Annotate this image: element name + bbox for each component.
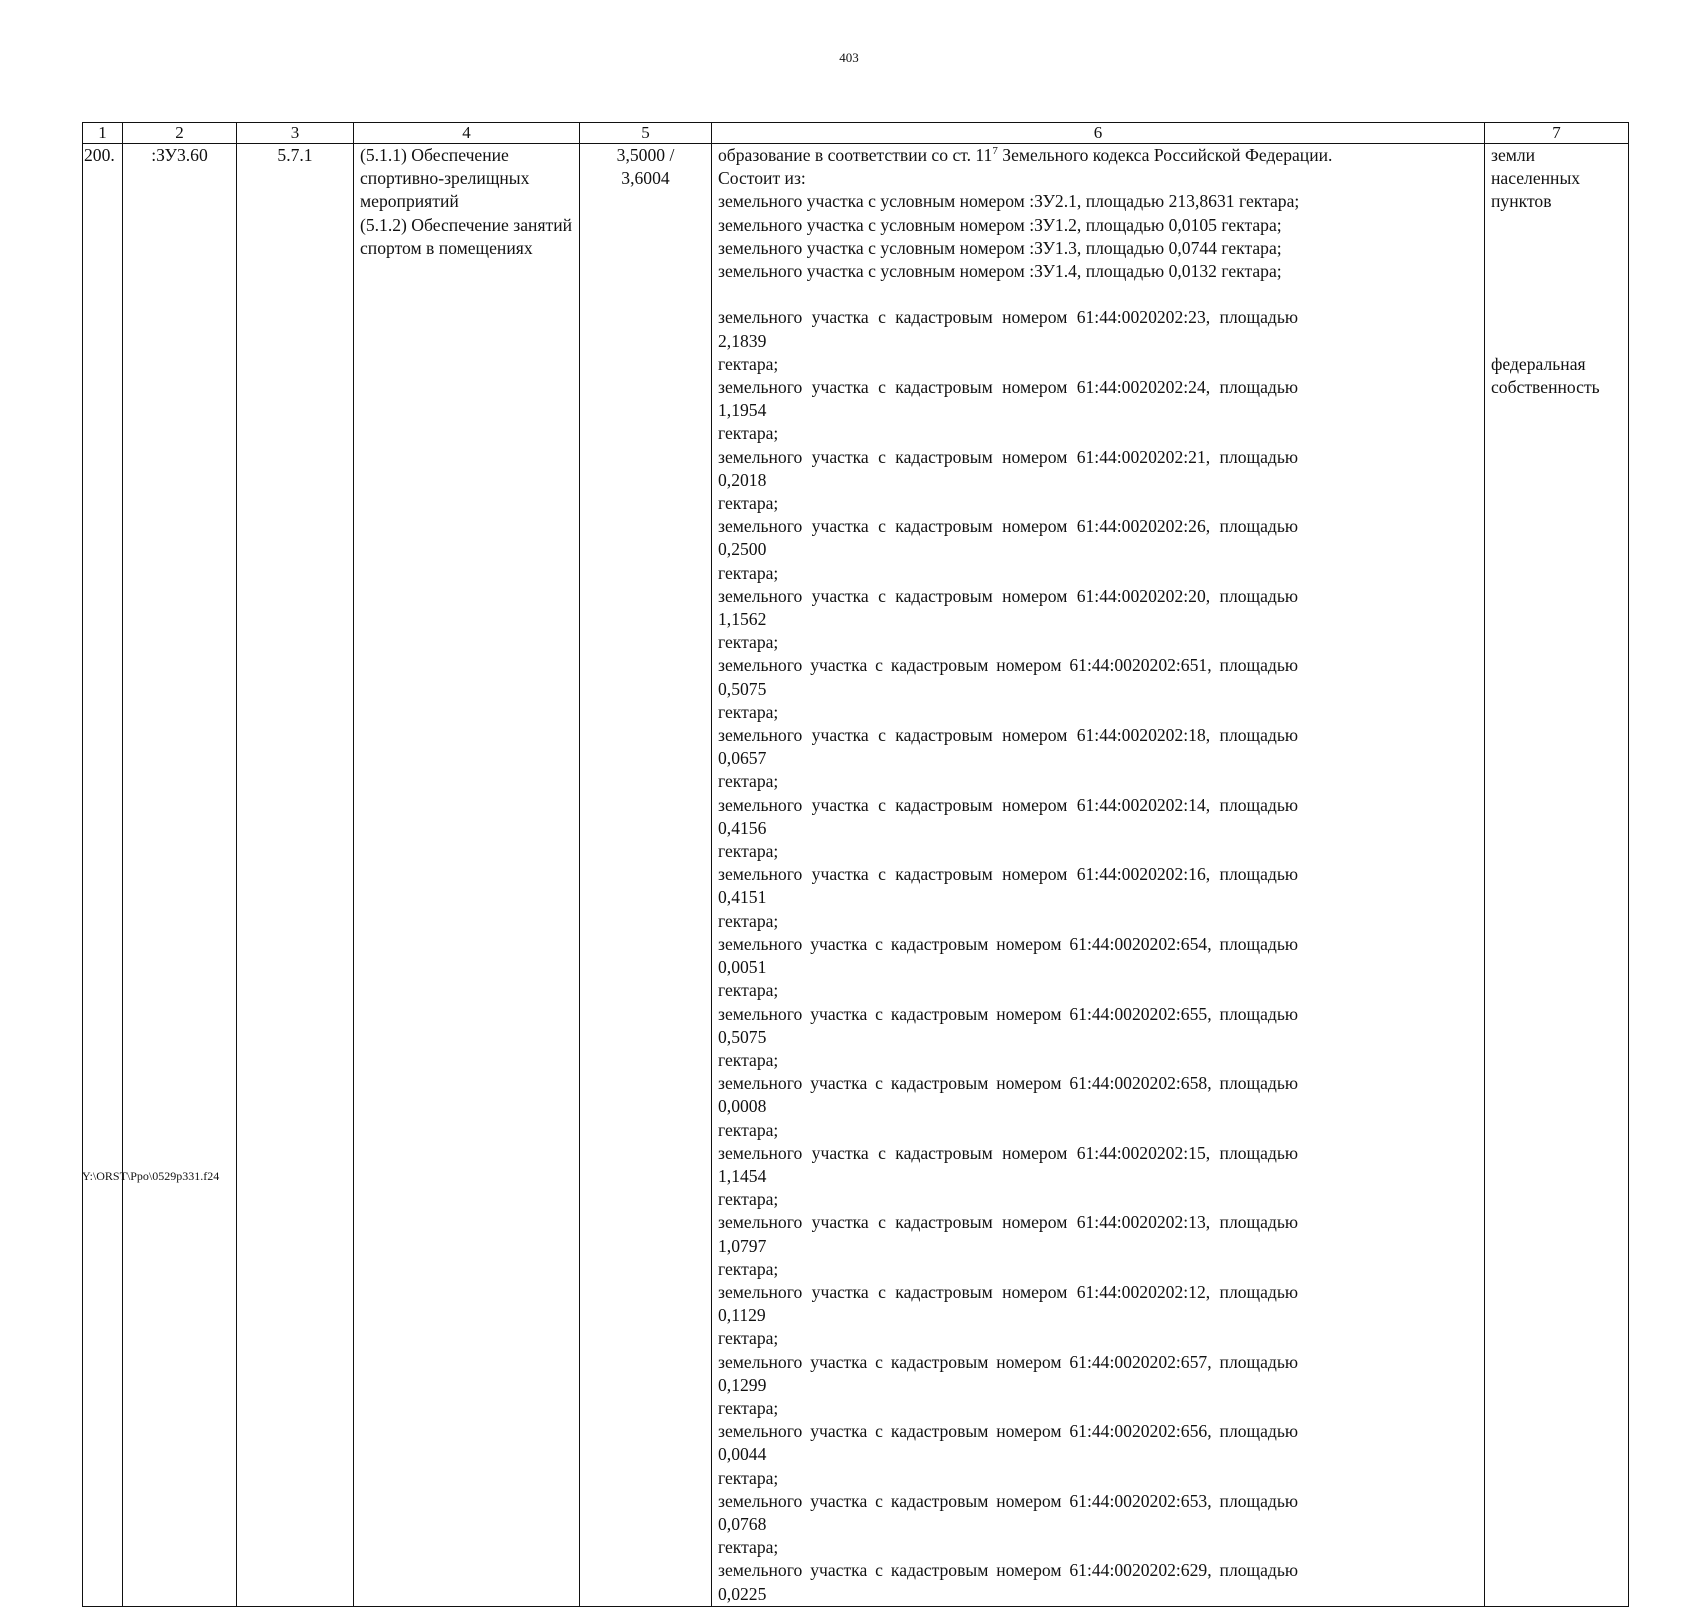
cadastral-parcel-continuation: гектара;: [718, 423, 779, 444]
cadastral-parcel-continuation: гектара;: [718, 353, 779, 374]
parcel-code: :ЗУ3.60: [123, 144, 237, 1607]
cadastral-parcel-text: земельного участка с кадастровым номером 61:44:0020202:658, площадью 0,0008: [718, 1073, 1298, 1117]
cadastral-parcel-line: [718, 1003, 1478, 1049]
spacer: [1491, 214, 1622, 353]
conditional-parcel-line: земельного участка с условным номером :ЗУ1.3, площадью 0,0744 гектара;: [718, 237, 1282, 258]
cadastral-parcel-continuation: гектара;: [718, 841, 779, 862]
land-parcel-table: [82, 122, 1629, 1607]
conditional-parcel-line: земельного участка с условным номером :ЗУ1.2, площадью 0,0105 гектара;: [718, 214, 1282, 235]
permitted-use-1: (5.1.1) Обеспечение спортивно-зрелищных мероприятий: [360, 145, 530, 212]
formation-text: образование в соответствии со ст. 11: [718, 145, 993, 165]
column-header: 7: [1485, 123, 1629, 144]
cadastral-parcel-line: [718, 794, 1478, 840]
cadastral-parcel-continuation: гектара;: [718, 1467, 779, 1488]
cadastral-parcel-line: [718, 1211, 1478, 1257]
cadastral-parcel-line: [718, 1559, 1478, 1605]
table-row: [83, 144, 1629, 1607]
cadastral-parcel-text: земельного участка с кадастровым номером 61:44:0020202:20, площадью 1,1562: [718, 585, 1298, 630]
column-header: 6: [712, 123, 1485, 144]
conditional-parcel-line: земельного участка с условным номером :ЗУ2.1, площадью 213,8631 гектара;: [718, 191, 1300, 212]
cadastral-parcel-continuation: гектара;: [718, 910, 779, 931]
cadastral-parcel-text: земельного участка с кадастровым номером 61:44:0020202:23, площадью 2,1839: [718, 307, 1298, 351]
cadastral-parcel-text: земельного участка с кадастровым номером 61:44:0020202:655, площадью 0,5075: [718, 1003, 1298, 1047]
cadastral-parcel-text: земельного участка с кадастровым номером 61:44:0020202:12, площадью 0,1129: [718, 1281, 1298, 1326]
area-cell: [580, 144, 712, 1607]
cadastral-parcel-line: [718, 1072, 1478, 1118]
cadastral-parcel-line: [718, 446, 1478, 492]
cadastral-parcel-continuation: гектара;: [718, 701, 779, 722]
cadastral-parcel-text: земельного участка с кадастровым номером 61:44:0020202:629, площадью 0,0225: [718, 1560, 1298, 1604]
column-header: 4: [354, 123, 580, 144]
column-number-row: [83, 123, 1629, 144]
conditional-parcel-list: [718, 190, 1478, 283]
ownership-form: федеральная собственность: [1491, 353, 1600, 397]
cadastral-parcel-continuation: гектара;: [718, 493, 779, 514]
cadastral-parcel-text: земельного участка с кадастровым номером 61:44:0020202:14, площадью 0,4156: [718, 794, 1298, 838]
cadastral-parcel-continuation: гектара;: [718, 1258, 779, 1279]
cadastral-parcel-continuation: гектара;: [718, 1119, 779, 1140]
cadastral-parcel-line: [718, 654, 1478, 700]
cadastral-parcel-text: земельного участка с кадастровым номером 61:44:0020202:16, площадью 0,4151: [718, 864, 1298, 908]
classifier-code: 5.7.1: [237, 144, 354, 1607]
cadastral-parcel-continuation: гектара;: [718, 1537, 779, 1558]
cadastral-parcel-text: земельного участка с кадастровым номером 61:44:0020202:651, площадью 0,5075: [718, 655, 1298, 699]
cadastral-parcel-continuation: гектара;: [718, 1328, 779, 1349]
spacer: [718, 283, 1478, 306]
cadastral-parcel-list: [718, 306, 1478, 1605]
cadastral-parcel-text: земельного участка с кадастровым номером 61:44:0020202:13, площадью 1,0797: [718, 1212, 1298, 1256]
cadastral-parcel-line: [718, 863, 1478, 909]
column-header: 3: [237, 123, 354, 144]
cadastral-parcel-continuation: гектара;: [718, 1189, 779, 1210]
cadastral-parcel-line: [718, 376, 1478, 422]
permitted-use-2: (5.1.2) Обеспечение занятий спортом в помещениях: [360, 214, 573, 258]
permitted-use-cell: [354, 144, 580, 1607]
file-path-footer: Y:\ORST\Ppo\0529p331.f24: [82, 1169, 220, 1183]
area-value-1: 3,5000 /: [616, 145, 675, 165]
cadastral-parcel-line: [718, 585, 1478, 631]
formation-text-rest: Земельного кодекса Российской Федерации.: [997, 145, 1333, 165]
land-category: земли населенных пунктов: [1491, 145, 1581, 212]
cadastral-parcel-text: земельного участка с кадастровым номером 61:44:0020202:18, площадью 0,0657: [718, 725, 1298, 769]
cadastral-parcel-text: земельного участка с кадастровым номером 61:44:0020202:24, площадью 1,1954: [718, 377, 1298, 421]
cadastral-parcel-continuation: гектара;: [718, 980, 779, 1001]
cadastral-parcel-text: земельного участка с кадастровым номером 61:44:0020202:26, площадью 0,2500: [718, 516, 1298, 560]
cadastral-parcel-text: земельного участка с кадастровым номером 61:44:0020202:653, площадью 0,0768: [718, 1490, 1298, 1534]
cadastral-parcel-line: [718, 1351, 1478, 1397]
cadastral-parcel-line: [718, 306, 1478, 352]
description-cell: [712, 144, 1485, 1607]
cadastral-parcel-text: земельного участка с кадастровым номером 61:44:0020202:15, площадью 1,1454: [718, 1142, 1298, 1186]
category-cell: [1485, 144, 1629, 1607]
cadastral-parcel-line: [718, 1490, 1478, 1536]
page-number: 403: [839, 50, 859, 65]
row-number: 200.: [83, 144, 123, 1607]
cadastral-parcel-text: земельного участка с кадастровым номером 61:44:0020202:656, площадью 0,0044: [718, 1421, 1298, 1465]
area-value-2: 3,6004: [621, 168, 670, 189]
cadastral-parcel-line: [718, 1420, 1478, 1466]
consists-of-label: Состоит из:: [718, 168, 806, 189]
cadastral-parcel-continuation: гектара;: [718, 771, 779, 792]
conditional-parcel-line: земельного участка с условным номером :ЗУ1.4, площадью 0,0132 гектара;: [718, 261, 1282, 282]
cadastral-parcel-line: [718, 1281, 1478, 1327]
formation-basis: [718, 144, 1478, 167]
cadastral-parcel-continuation: гектара;: [718, 632, 779, 653]
cadastral-parcel-text: земельного участка с кадастровым номером 61:44:0020202:21, площадью 0,2018: [718, 446, 1298, 490]
cadastral-parcel-line: [718, 515, 1478, 561]
column-header: 5: [580, 123, 712, 144]
cadastral-parcel-line: [718, 933, 1478, 979]
cadastral-parcel-text: земельного участка с кадастровым номером 61:44:0020202:657, площадью 0,1299: [718, 1351, 1298, 1395]
cadastral-parcel-text: земельного участка с кадастровым номером 61:44:0020202:654, площадью 0,0051: [718, 933, 1298, 978]
cadastral-parcel-continuation: гектара;: [718, 562, 779, 583]
column-header: 1: [83, 123, 123, 144]
cadastral-parcel-line: [718, 724, 1478, 770]
article-superscript: 7: [992, 145, 998, 157]
cadastral-parcel-line: [718, 1142, 1478, 1188]
cadastral-parcel-continuation: гектара;: [718, 1397, 779, 1418]
cadastral-parcel-continuation: гектара;: [718, 1049, 779, 1070]
column-header: 2: [123, 123, 237, 144]
